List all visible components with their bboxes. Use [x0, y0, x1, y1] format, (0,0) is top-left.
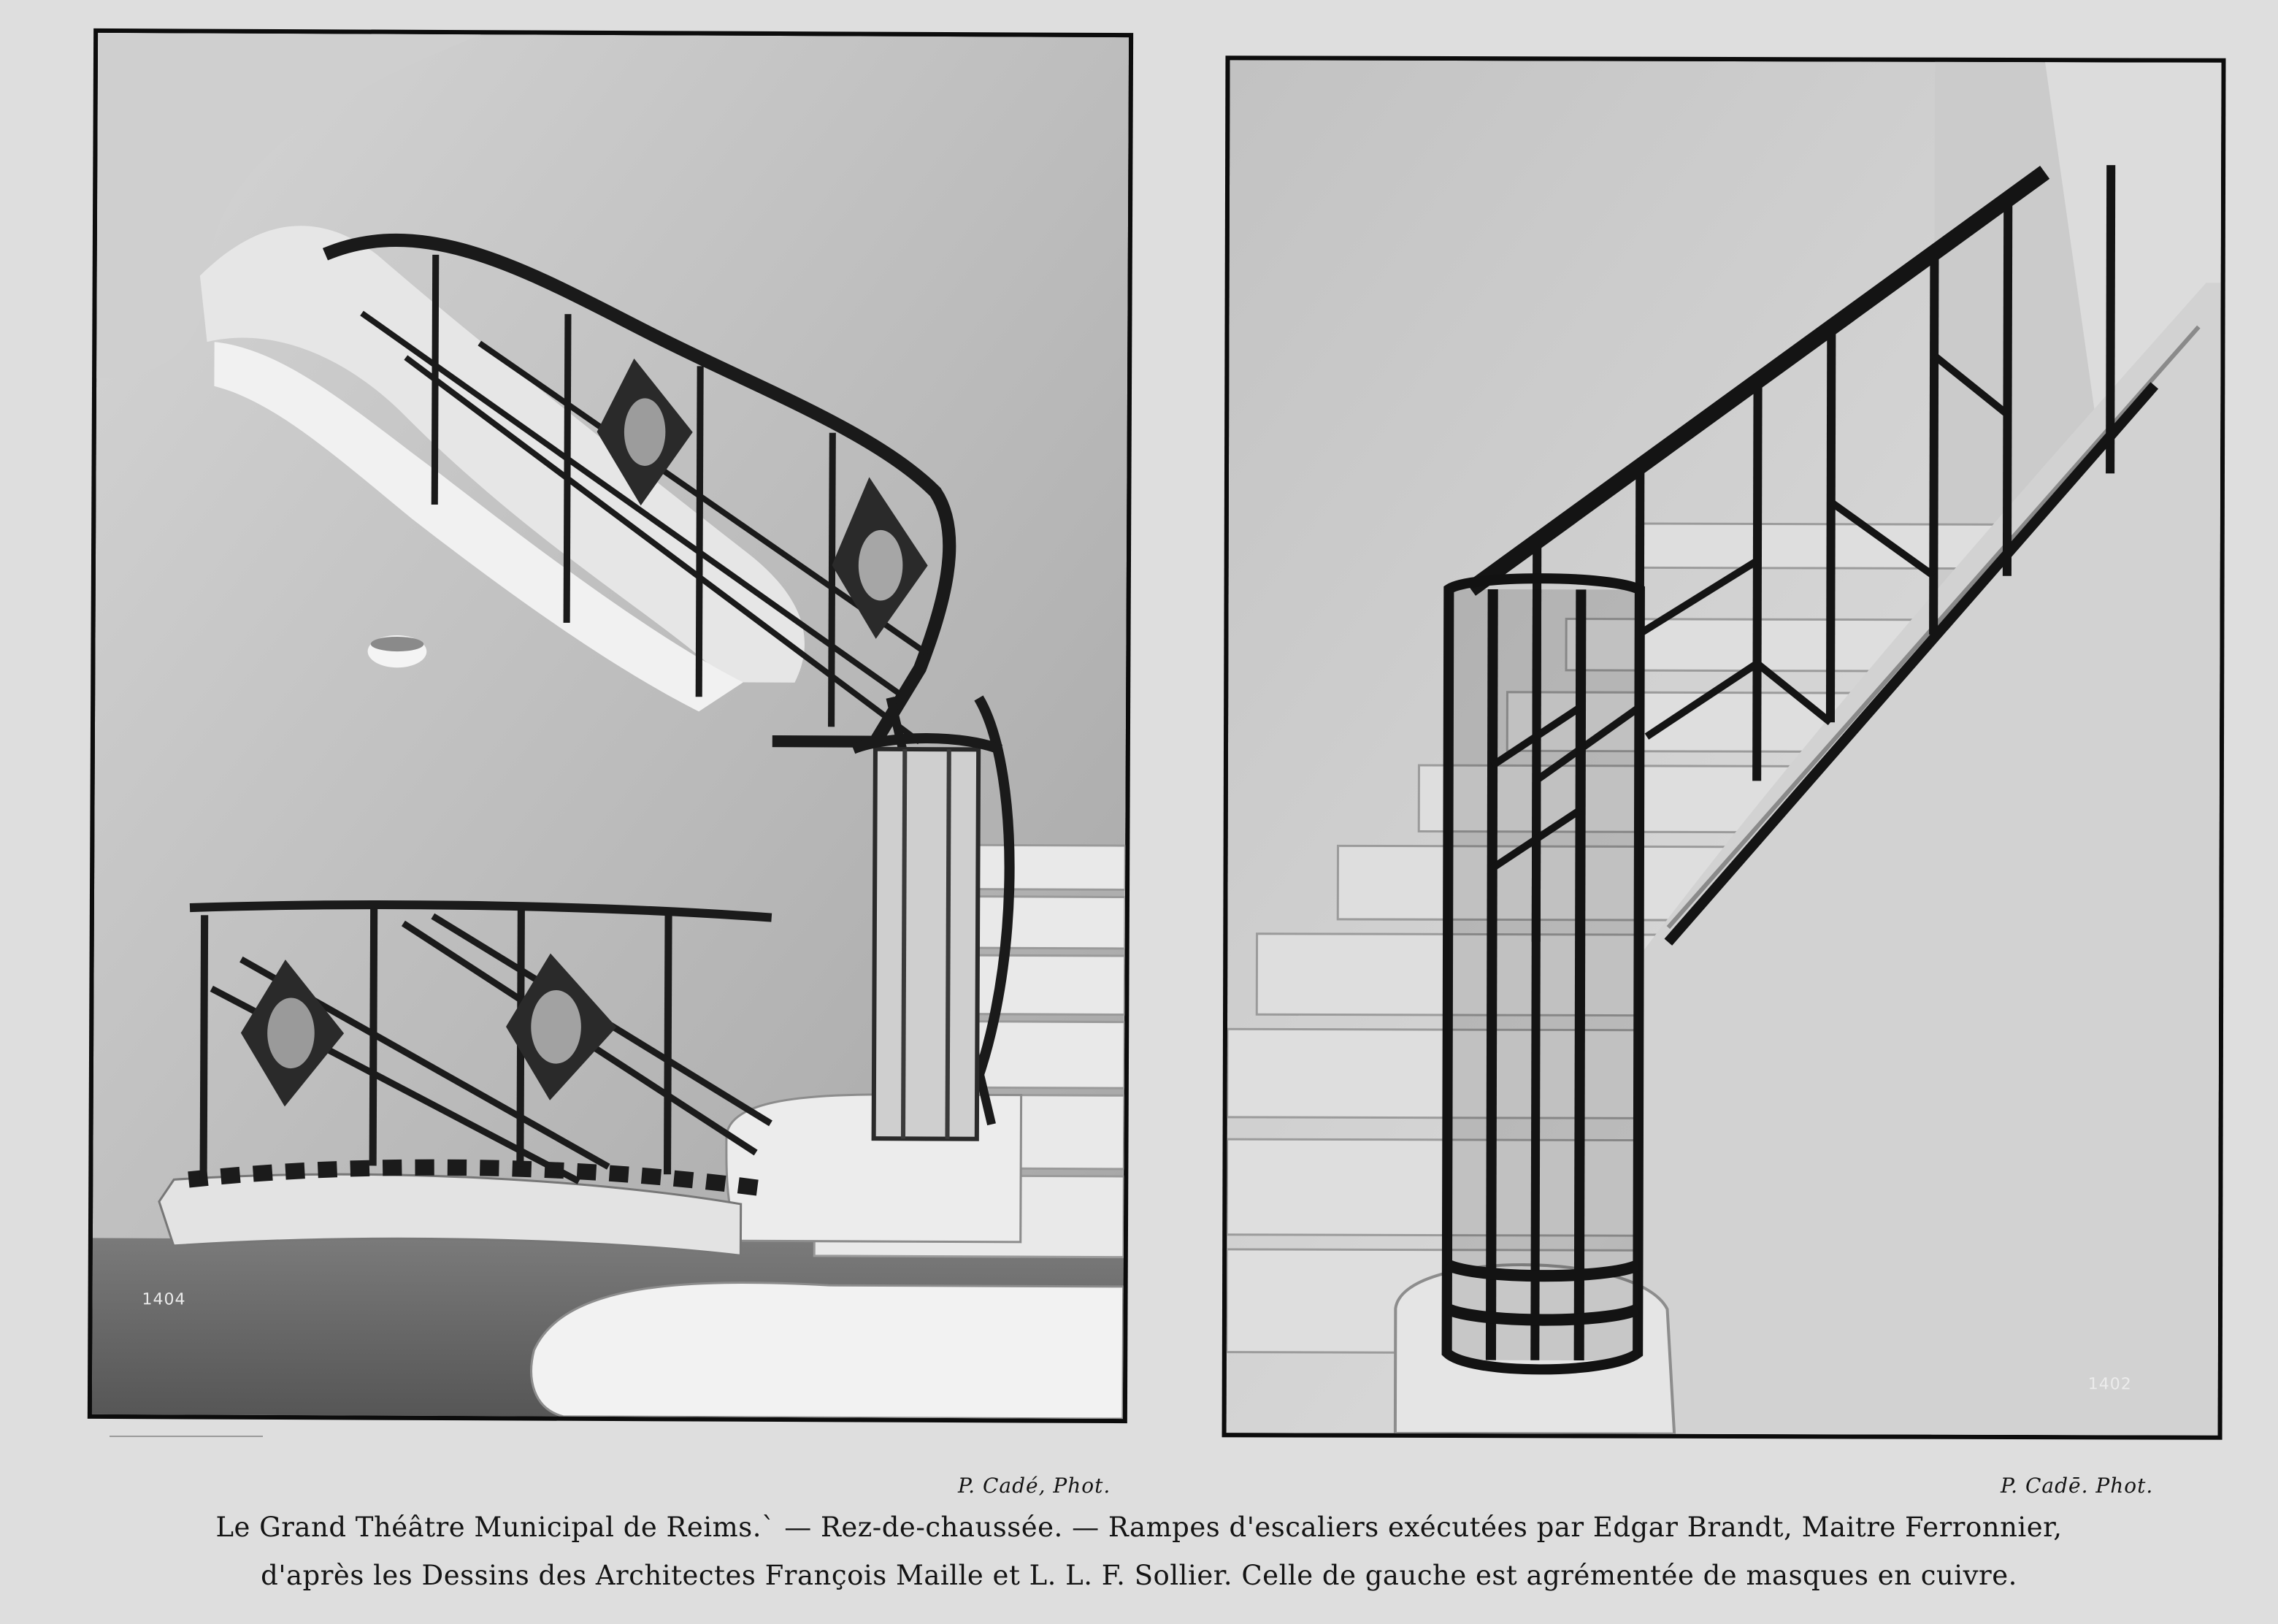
caption-line-2: d'après les Dessins des Architectes François Maille et L. L. F. Sollier. Celle de gauche est agrémentée de masques en cuivre. — [261, 1560, 2017, 1591]
newel-post-left — [851, 738, 1000, 1139]
photo-credit-right: P. Cadē. Phot. — [2001, 1474, 2154, 1498]
photo-plate-right — [1222, 55, 2226, 1440]
straight-staircase-photo — [1227, 60, 2222, 1436]
spiral-staircase-photo — [92, 33, 1129, 1419]
caption-line-1: Le Grand Théâtre Municipal de Reims.` — Rez-de-chaussée. — Rampes d'escaliers exécutées par Edgar Brandt, Maitre Ferronnier, — [215, 1512, 2063, 1543]
photo-plate-left — [88, 28, 1133, 1423]
plate-number-right: 1402 — [2087, 1375, 2132, 1394]
photo-credit-left: P. Cadé, Phot. — [958, 1474, 1111, 1498]
plate-number-left: 1404 — [142, 1290, 186, 1309]
print-scuff — [110, 1436, 263, 1437]
